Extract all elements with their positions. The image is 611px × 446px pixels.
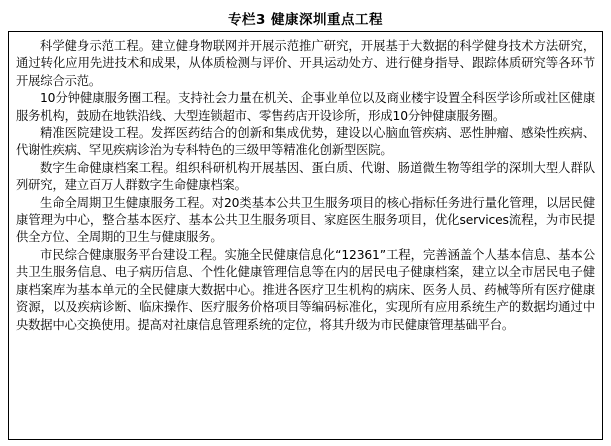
paragraph-5: 生命全周期卫生健康服务工程。对20类基本公共卫生服务项目的核心指标任务进行量化管理，以居民健康管理为中心，整合基本医疗、基本公共卫生服务项目、家庭医生服务项目，优化services流程，为市民提供全方位、全周期的卫生与健康服务。 — [16, 195, 595, 245]
paragraph-6: 市民综合健康服务平台建设工程。实施全民健康信息化“12361”工程，完善涵盖个人基本信息、基本公共卫生服务信息、电子病历信息、个性化健康管理信息等在内的居民电子健康档案，建立以全市居民电子健康档案库为基本单元的全民健康大数据中心。推进各医疗卫生机构的病床、医务人员、药械等所有医疗健康资源，以及疾病诊断、临床操作、医疗服务价格项目等编码标准化，实现所有应用系统生产的数据均通过中央数据中心交换使用。提高对社康信息管理系统的定位，将其升级为市民健康管理基础平台。 — [16, 247, 595, 332]
paragraph-4: 数字生命健康档案工程。组织科研机构开展基因、蛋白质、代谢、肠道微生物等组学的深圳大型人群队列研究，建立百万人群数字生命健康档案。 — [16, 160, 595, 193]
paragraph-2: 10分钟健康服务圈工程。支持社会力量在机关、企事业单位以及商业楼宇设置全科医学诊所或社区健康服务机构，鼓励在地铁沿线、大型连锁超市、零售药店开设诊所，形成10分钟健康服务圈。 — [16, 91, 595, 123]
paragraph-1: 科学健身示范工程。建立健身物联网并开展示范推广研究，开展基于大数据的科学健身技术方法研究，通过转化应用先进技术和成果，从体质检测与评价、开具运动处方、进行健身指导、跟踪体质研究等各环节开展综合示范。 — [16, 39, 595, 88]
document-body — [9, 32, 602, 338]
page-title: 专栏3 健康深圳重点工程 — [227, 12, 384, 28]
content-frame — [8, 31, 603, 440]
paragraph-3: 精准医院建设工程。发挥医药结合的创新和集成优势，建设以心脑血管疾病、恶性肿瘤、感染性疾病、代谢性疾病、罕见疾病诊治为专科特色的三级甲等精准化创新型医院。 — [16, 126, 595, 158]
